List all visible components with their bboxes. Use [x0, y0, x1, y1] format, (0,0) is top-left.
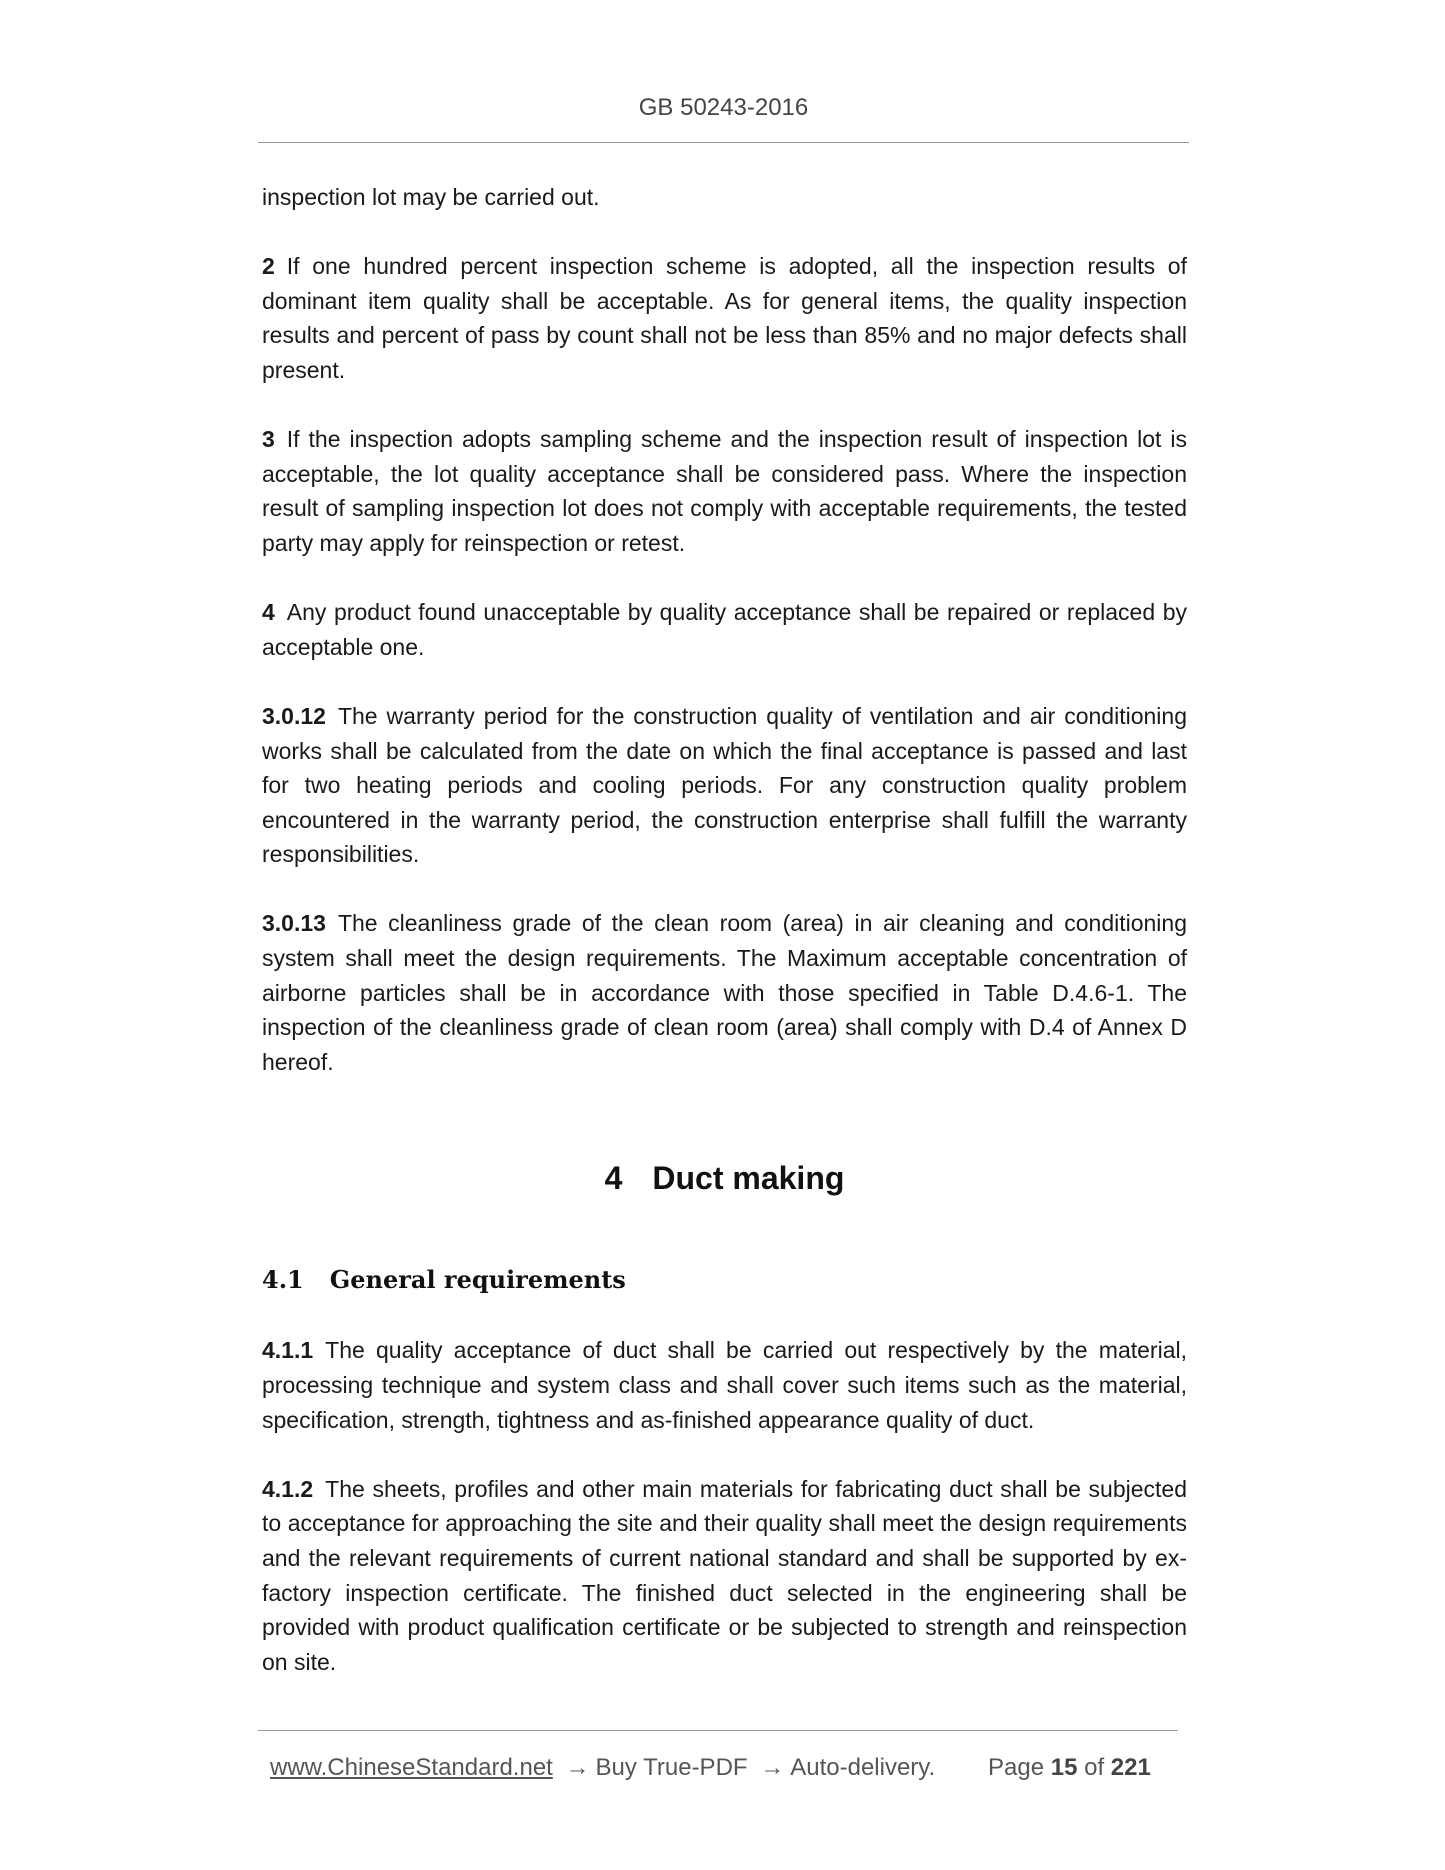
website-link[interactable]: www.ChineseStandard.net — [270, 1754, 553, 1781]
clause-text: The quality acceptance of duct shall be carried out respectively by the material, processing technique and system class and shall cover such items such as the material, specification, strength, tightness and as-finished appearance quality of duct. — [262, 1337, 1187, 1433]
page-of-label: of — [1084, 1754, 1105, 1781]
clause-3-0-12 — [262, 699, 1187, 872]
footer-divider — [258, 1730, 1178, 1731]
arrow-right-icon: → — [760, 1754, 785, 1781]
clause-text: Any product found unacceptable by quality acceptance shall be repaired or replaced by acceptable one. — [262, 599, 1187, 660]
clause-text: The sheets, profiles and other main materials for fabricating duct shall be subjected to acceptance for approaching the site and their quality shall meet the design requirements and the relevant requirements of current national standard and shall be supported by ex-factory inspection certificate. The finished duct selected in the engineering shall be provided with product qualification certificate or be subjected to strength and reinspection on site. — [262, 1475, 1187, 1675]
page-label: Page — [988, 1754, 1045, 1781]
clause-number: 4.1.2 — [262, 1475, 314, 1502]
clause-3-0-13 — [262, 906, 1187, 1079]
chapter-number: 4 — [604, 1160, 623, 1197]
clause-item-2 — [262, 249, 1187, 387]
clause-4-1-1 — [262, 1333, 1187, 1437]
section-heading — [262, 1263, 1187, 1297]
clause-item-4 — [262, 595, 1187, 664]
clause-text: If the inspection adopts sampling scheme and the inspection result of inspection lot is acceptable, the lot quality acceptance shall be considered pass. Where the inspection result of sampling inspection lot does not comply with acceptable requirements, the tested party may apply for reinspection or retest. — [262, 426, 1187, 556]
document-code: GB 50243-2016 — [638, 94, 809, 121]
total-pages: 221 — [1110, 1754, 1151, 1781]
clause-number: 3.0.12 — [262, 702, 326, 729]
chapter-heading — [262, 1155, 1187, 1201]
clause-number: 3.0.13 — [262, 910, 326, 937]
paragraph-text: inspection lot may be carried out. — [262, 184, 600, 210]
clause-text: If one hundred percent inspection scheme is adopted, all the inspection results of dominant item quality shall be acceptable. As for general items, the quality inspection results and percent of pass by count shall not be less than 85% and no major defects shall present. — [262, 253, 1187, 383]
clause-number: 3 — [262, 426, 275, 453]
delivery-text: Auto-delivery. — [790, 1754, 936, 1781]
section-number: 4.1 — [262, 1265, 304, 1295]
buy-text: Buy True-PDF — [595, 1754, 748, 1781]
clause-text: The cleanliness grade of the clean room (area) in air cleaning and conditioning system shall meet the design requirements. The Maximum acceptable concentration of airborne particles shall be in accordance with those specified in Table D.4.6-1. The inspection of the cleanliness grade of clean room (area) shall comply with D.4 of Annex D hereof. — [262, 910, 1187, 1075]
paragraph-continuation — [262, 180, 1187, 215]
page-footer — [270, 1752, 1180, 1784]
clause-item-3 — [262, 422, 1187, 560]
clause-text: The warranty period for the construction quality of ventilation and air conditioning works shall be calculated from the date on which the final acceptance is passed and last for two heating periods and cooling periods. For any construction quality problem encountered in the warranty period, the construction enterprise shall fulfill the warranty responsibilities. — [262, 702, 1187, 868]
clause-number: 2 — [262, 253, 275, 280]
clause-number: 4 — [262, 599, 275, 626]
clause-number: 4.1.1 — [262, 1337, 314, 1364]
page-number-indicator — [988, 1752, 1151, 1784]
page-content — [262, 180, 1187, 1714]
current-page: 15 — [1050, 1754, 1078, 1781]
page-header — [258, 92, 1189, 143]
clause-4-1-2 — [262, 1472, 1187, 1680]
section-title: General requirements — [329, 1265, 626, 1295]
arrow-right-icon: → — [565, 1754, 590, 1781]
chapter-title: Duct making — [652, 1160, 845, 1197]
